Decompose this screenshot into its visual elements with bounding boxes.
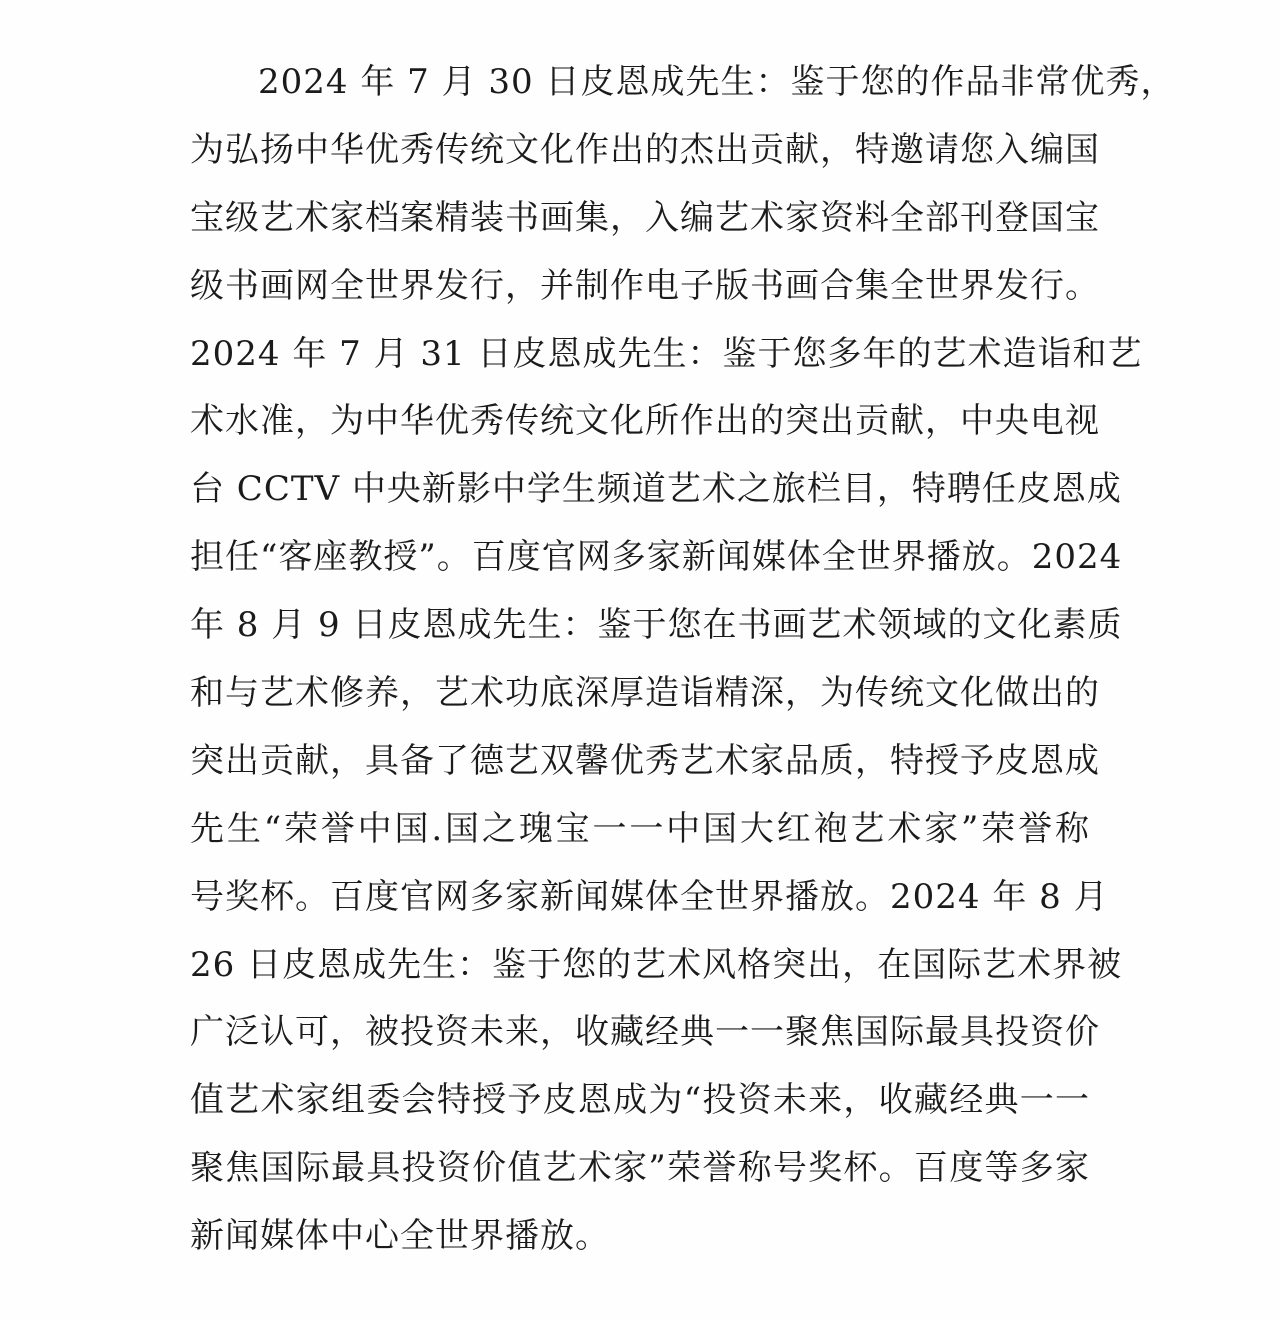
text-line-7: 台 CCTV 中央新影中学生频道艺术之旅栏目，特聘任皮恩成 [190,469,1122,510]
text-line-11: 突出贡献，具备了德艺双馨优秀艺术家品质，特授予皮恩成 [190,740,1100,781]
text-line-10: 和与艺术修养，艺术功底深厚造诣精深，为传统文化做出的 [190,673,1100,714]
text-line-8: 担任“客座教授”。百度官网多家新闻媒体全世界播放。2024 [190,537,1123,578]
text-line-18: 新闻媒体中心全世界播放。 [190,1216,610,1257]
text-line-5: 2024 年 7 月 31 日皮恩成先生：鉴于您多年的艺术造诣和艺 [190,333,1143,374]
text-line-1: 2024 年 7 月 30 日皮恩成先生：鉴于您的作品非常优秀， [258,62,1176,102]
text-line-16: 值艺术家组委会特授予皮恩成为“投资未来，收藏经典一一 [190,1080,1090,1121]
text-line-15: 广泛认可，被投资未来，收藏经典一一聚焦国际最具投资价 [190,1012,1100,1053]
text-line-12: 先生“荣誉中国.国之瑰宝一一中国大红袍艺术家”荣誉称 [190,808,1090,849]
text-line-17: 聚焦国际最具投资价值艺术家”荣誉称号奖杯。百度等多家 [190,1148,1090,1189]
text-line-9: 年 8 月 9 日皮恩成先生：鉴于您在书画艺术领域的文化素质 [190,605,1123,646]
text-line-3: 宝级艺术家档案精装书画集，入编艺术家资料全部刊登国宝 [190,197,1100,238]
text-line-14: 26 日皮恩成先生：鉴于您的艺术风格突出，在国际艺术界被 [190,944,1123,985]
text-line-2: 为弘扬中华优秀传统文化作出的杰出贡献，特邀请您入编国 [190,129,1100,170]
article-body [190,52,1176,1274]
text-line-13: 号奖杯。百度官网多家新闻媒体全世界播放。2024 年 8 月 [190,876,1109,917]
text-line-4: 级书画网全世界发行，并制作电子版书画合集全世界发行。 [190,265,1100,306]
text-line-6: 术水准，为中华优秀传统文化所作出的突出贡献，中央电视 [190,401,1100,442]
